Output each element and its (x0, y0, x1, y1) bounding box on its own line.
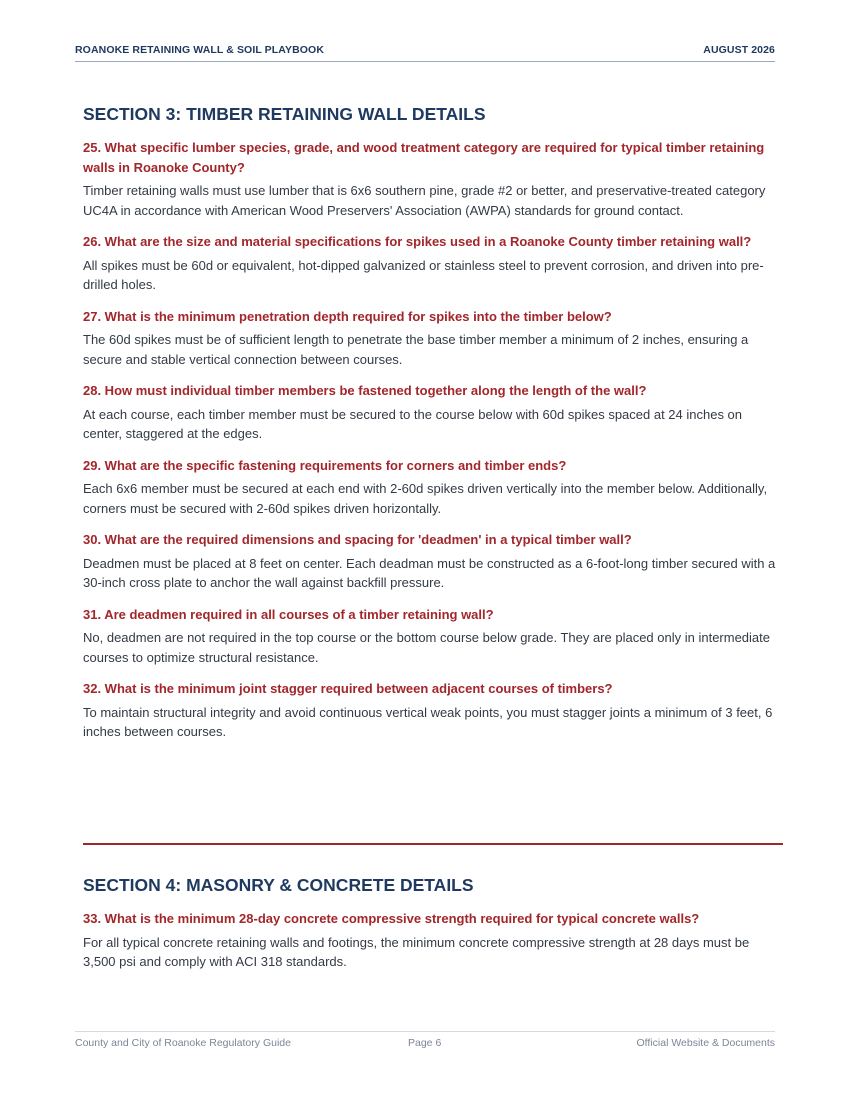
qa-item (83, 456, 783, 519)
answer: The 60d spikes must be of sufficient length to penetrate the base timber member a minimum of 2 inches, ensuring a secure and stable vertical connection between courses. (83, 332, 749, 367)
qa-item (83, 679, 783, 742)
page-footer (75, 1031, 775, 1052)
qa-item (83, 909, 783, 972)
question: 30. What are the required dimensions and spacing for 'deadmen' in a typical timber wall? (83, 532, 632, 547)
page-number: Page 6 (408, 1037, 442, 1049)
header-title: ROANOKE RETAINING WALL & SOIL PLAYBOOK (75, 44, 325, 56)
qa-item (83, 530, 783, 593)
footer-source: County and City of Roanoke Regulatory Guide (75, 1037, 291, 1049)
answer: Deadmen must be placed at 8 feet on center. Each deadman must be constructed as a 6-foot-long timber secured with a 30-inch cross plate to anchor the wall against backfill pressure. (83, 555, 776, 590)
answer: Each 6x6 member must be secured at each end with 2-60d spikes driven vertically into the member below. Additionally, corners must be secured with 2-60d spikes driven horizontally. (83, 481, 768, 516)
section-title: SECTION 3: TIMBER RETAINING WALL DETAILS (83, 104, 486, 124)
answer: All spikes must be 60d or equivalent, hot-dipped galvanized or stainless steel to prevent corrosion, and driven into pre-drilled holes. (83, 257, 764, 292)
answer: At each course, each timber member must be secured to the course below with 60d spikes spaced at 24 inches on center, staggered at the edges. (83, 406, 743, 441)
question: 26. What are the size and material specifications for spikes used in a Roanoke County timber retaining wall? (83, 234, 752, 249)
qa-item (83, 381, 783, 444)
qa-item (83, 138, 783, 220)
footer-link-text: Official Website & Documents (636, 1037, 775, 1049)
header-date: AUGUST 2026 (703, 44, 775, 56)
question: 27. What is the minimum penetration depth required for spikes into the timber below? (83, 308, 612, 324)
section-4 (83, 875, 783, 972)
question: 31. Are deadmen required in all courses of a timber retaining wall? (83, 606, 494, 622)
question: 29. What are the specific fastening requirements for corners and timber ends? (83, 457, 567, 473)
question: 25. What specific lumber species, grade, and wood treatment category are required for typical timber retaining walls in Roanoke County? (83, 140, 765, 175)
qa-item (83, 232, 783, 295)
question: 33. What is the minimum 28-day concrete compressive strength required for typical concrete walls? (83, 911, 700, 926)
answer: Timber retaining walls must use lumber that is 6x6 southern pine, grade #2 or better, and preservative-treated category UC4A in accordance with American Wood Preservers' Association (AWPA) standards for ground contact. (83, 183, 766, 218)
qa-item (83, 605, 783, 668)
answer: For all typical concrete retaining walls and footings, the minimum concrete compressive strength at 28 days must be 3,500 psi and comply with ACI 318 standards. (83, 934, 750, 969)
answer: No, deadmen are not required in the top course or the bottom course below grade. They are placed only in intermediate courses to optimize structural resistance. (83, 630, 771, 665)
section-title: SECTION 4: MASONRY & CONCRETE DETAILS (83, 875, 474, 895)
section-3 (83, 104, 783, 742)
question: 32. What is the minimum joint stagger required between adjacent courses of timbers? (83, 681, 613, 696)
qa-item (83, 307, 783, 370)
question: 28. How must individual timber members be fastened together along the length of the wall? (83, 383, 647, 398)
page-header (75, 44, 775, 62)
answer: To maintain structural integrity and avoid continuous vertical weak points, you must stagger joints a minimum of 3 feet, 6 inches between courses. (83, 704, 773, 739)
section-divider (83, 843, 783, 845)
